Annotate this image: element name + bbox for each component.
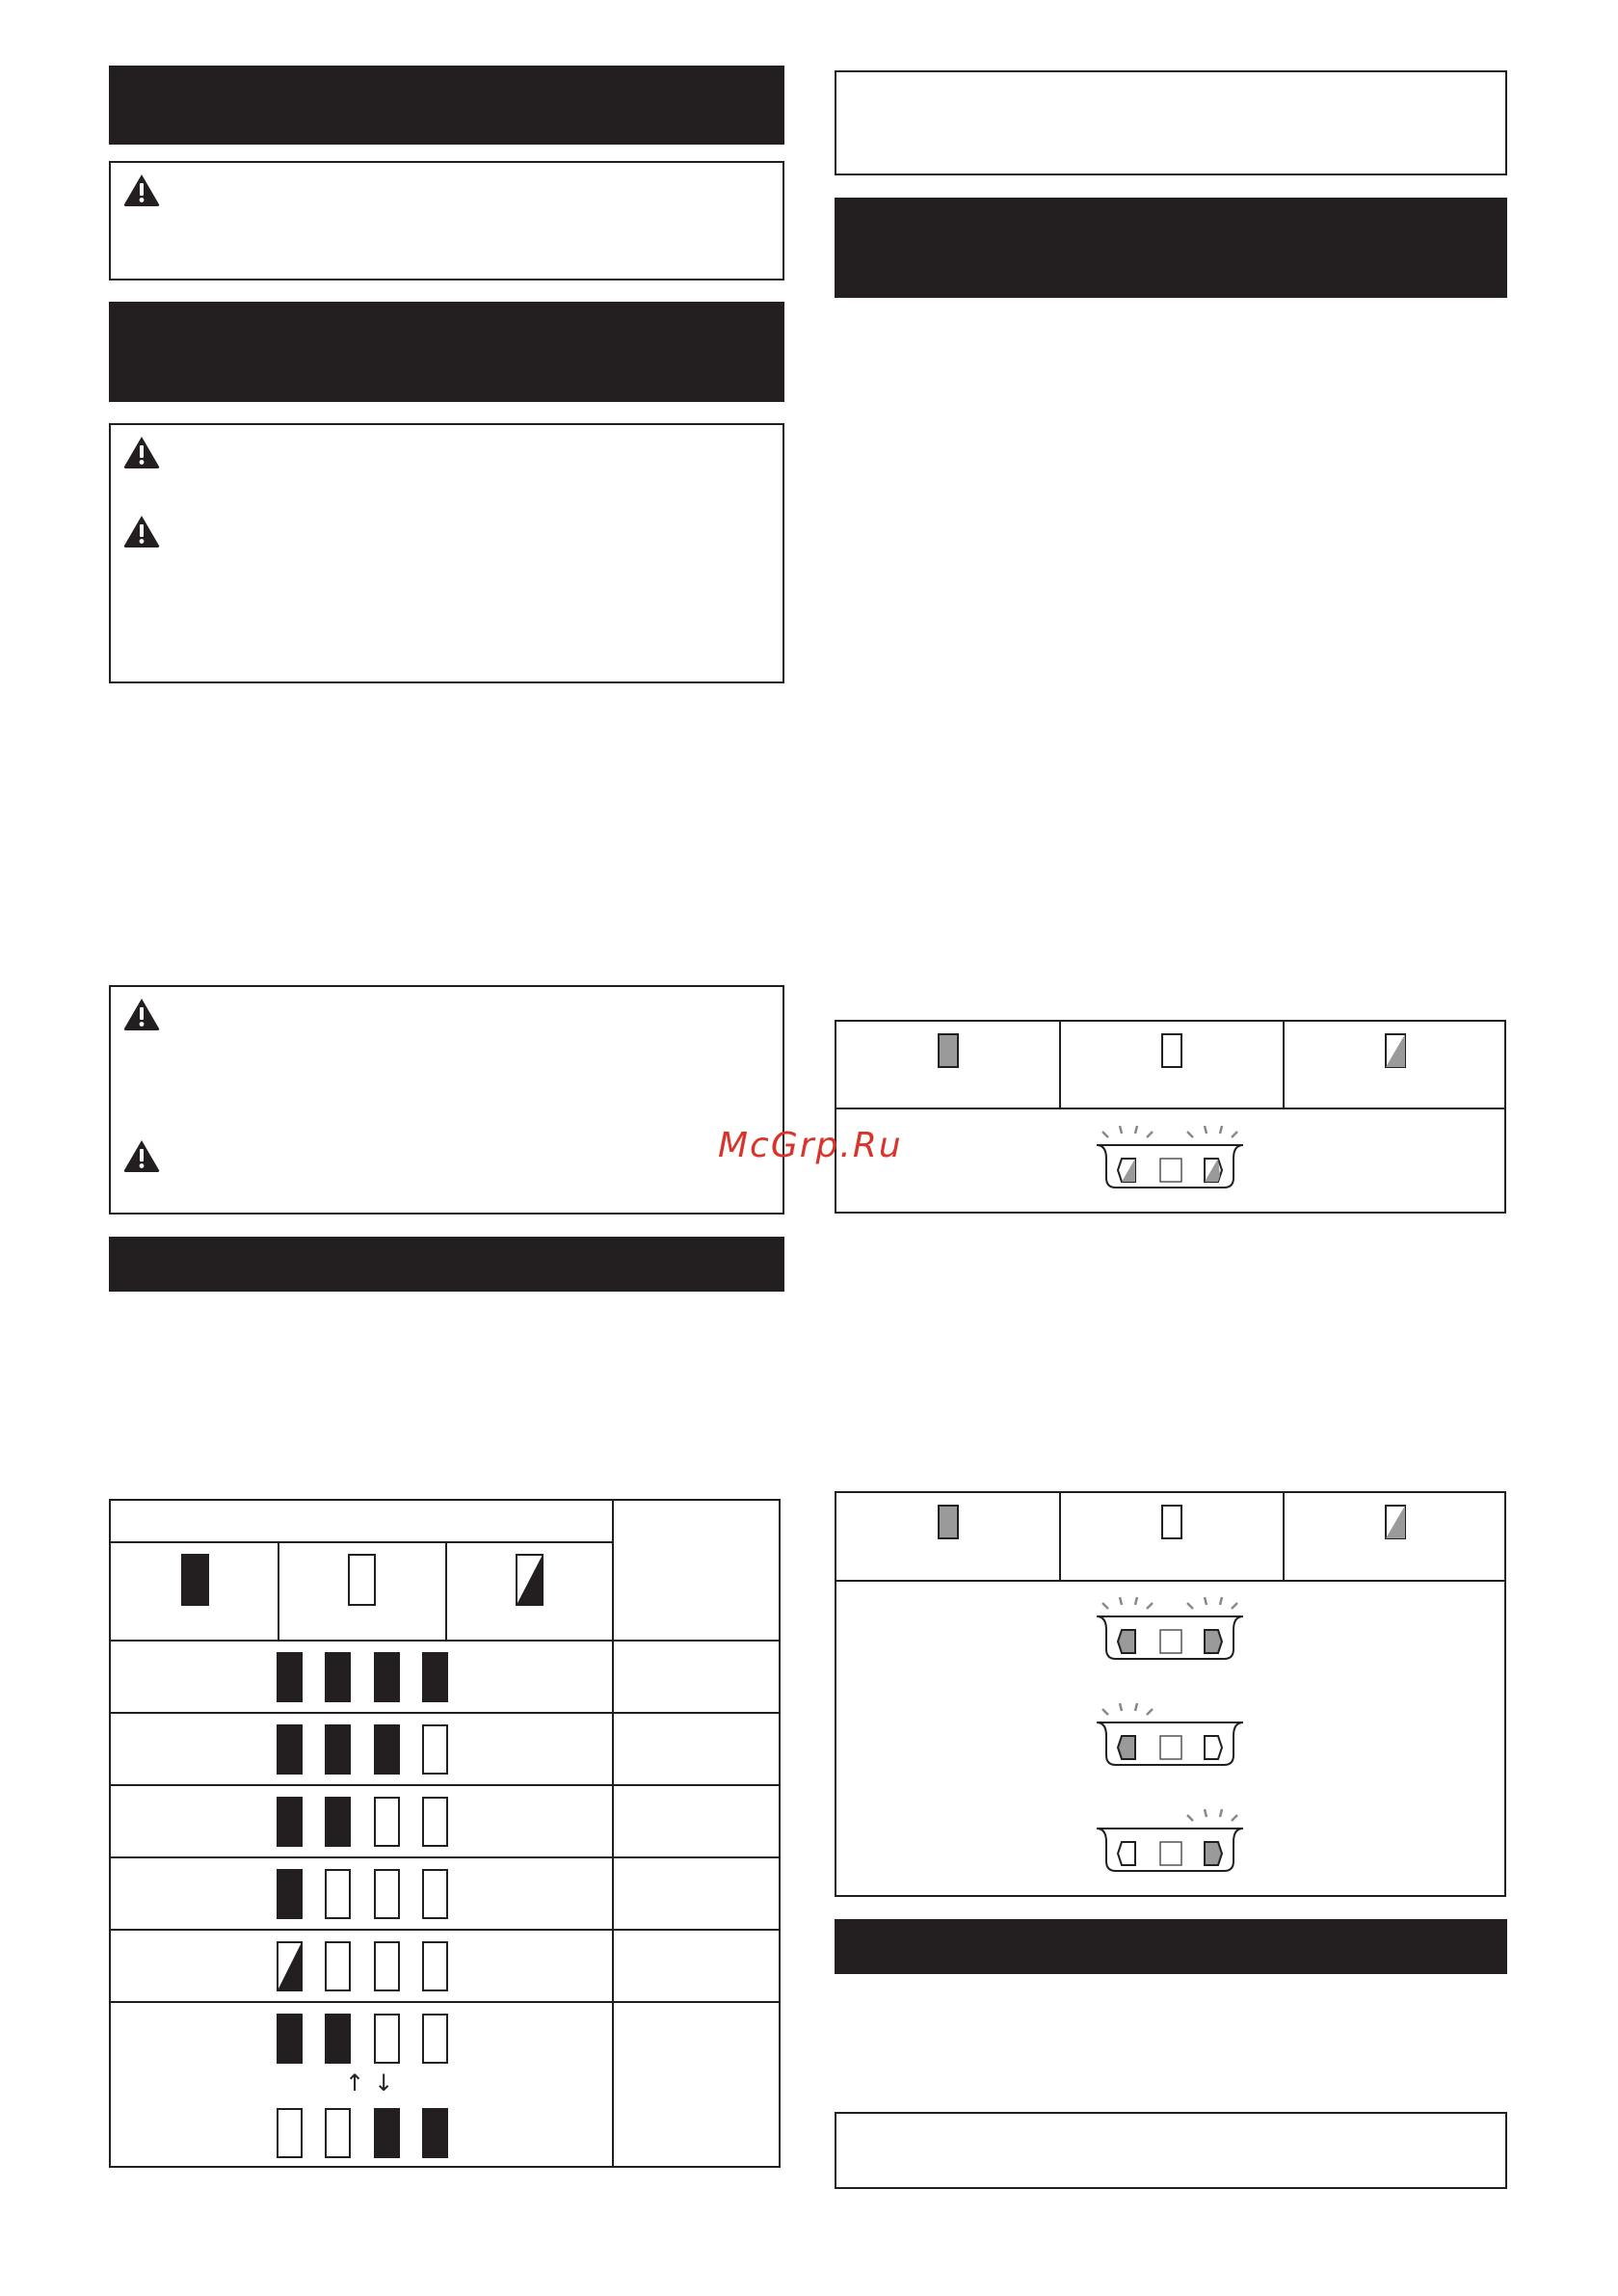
led-lit-icon: [181, 1554, 209, 1606]
indicator-panel-icon: [1093, 1118, 1247, 1195]
led-off-icon: [348, 1554, 376, 1606]
led-off-icon: [422, 1941, 448, 1991]
led-off-icon: [1161, 1033, 1182, 1068]
warning-icon: [122, 1138, 161, 1173]
section-heading-bar-4: [835, 198, 1507, 298]
note-box-1: [835, 70, 1507, 175]
led-off-icon: [374, 1797, 400, 1847]
led-lit-icon: [325, 2014, 351, 2064]
led-off-icon: [374, 1941, 400, 1991]
led-off-icon: [277, 2108, 303, 2158]
led-off-icon: [374, 2014, 400, 2064]
section-heading-bar-5: [835, 1919, 1507, 1974]
warning-icon: [122, 435, 161, 469]
led-lit-icon: [277, 1797, 303, 1847]
note-box-2: [835, 2112, 1507, 2189]
led-lit-icon: [325, 1724, 351, 1775]
section-heading-bar-1: [109, 66, 784, 145]
led-off-icon: [422, 1724, 448, 1775]
led-lit-icon: [325, 1797, 351, 1847]
led-off-icon: [374, 1869, 400, 1919]
led-lit-icon: [422, 2108, 448, 2158]
warning-box-3: [109, 985, 784, 1215]
led-lit-icon: [374, 2108, 400, 2158]
indicator-panel-icon: [1093, 1589, 1247, 1667]
warning-box-1: [109, 161, 784, 280]
indicator-panel-icon: [1093, 1802, 1247, 1879]
alternating-arrows: ↑↓: [345, 2069, 404, 2096]
section-heading-bar-3: [109, 1237, 784, 1292]
led-blinking-icon: [516, 1554, 544, 1606]
warning-box-2: [109, 423, 784, 683]
indicator-panel-icon: [1093, 1695, 1247, 1773]
warning-icon: [122, 514, 161, 548]
led-lit-icon: [277, 2014, 303, 2064]
led-lit-icon: [325, 1652, 351, 1702]
led-off-icon: [1161, 1505, 1182, 1539]
led-off-icon: [422, 2014, 448, 2064]
led-off-icon: [325, 1869, 351, 1919]
led-off-icon: [325, 2108, 351, 2158]
battery-indicator-table: [109, 1499, 781, 2168]
led-gray-lit-icon: [938, 1033, 959, 1068]
indicator-table-1: [835, 1020, 1506, 1214]
led-lit-icon: [422, 1652, 448, 1702]
led-blinking-icon: [277, 1941, 303, 1991]
led-blinking-icon: [1385, 1505, 1406, 1539]
led-off-icon: [422, 1869, 448, 1919]
warning-icon: [122, 997, 161, 1031]
led-lit-icon: [277, 1652, 303, 1702]
led-blinking-icon: [1385, 1033, 1406, 1068]
led-off-icon: [422, 1797, 448, 1847]
watermark: McGrp.Ru: [718, 1126, 903, 1165]
led-lit-icon: [277, 1724, 303, 1775]
section-heading-bar-2: [109, 302, 784, 402]
led-off-icon: [325, 1941, 351, 1991]
led-lit-icon: [374, 1724, 400, 1775]
indicator-table-2: [835, 1491, 1506, 1897]
led-lit-icon: [374, 1652, 400, 1702]
warning-icon: [122, 173, 161, 207]
led-lit-icon: [277, 1869, 303, 1919]
led-gray-lit-icon: [938, 1505, 959, 1539]
